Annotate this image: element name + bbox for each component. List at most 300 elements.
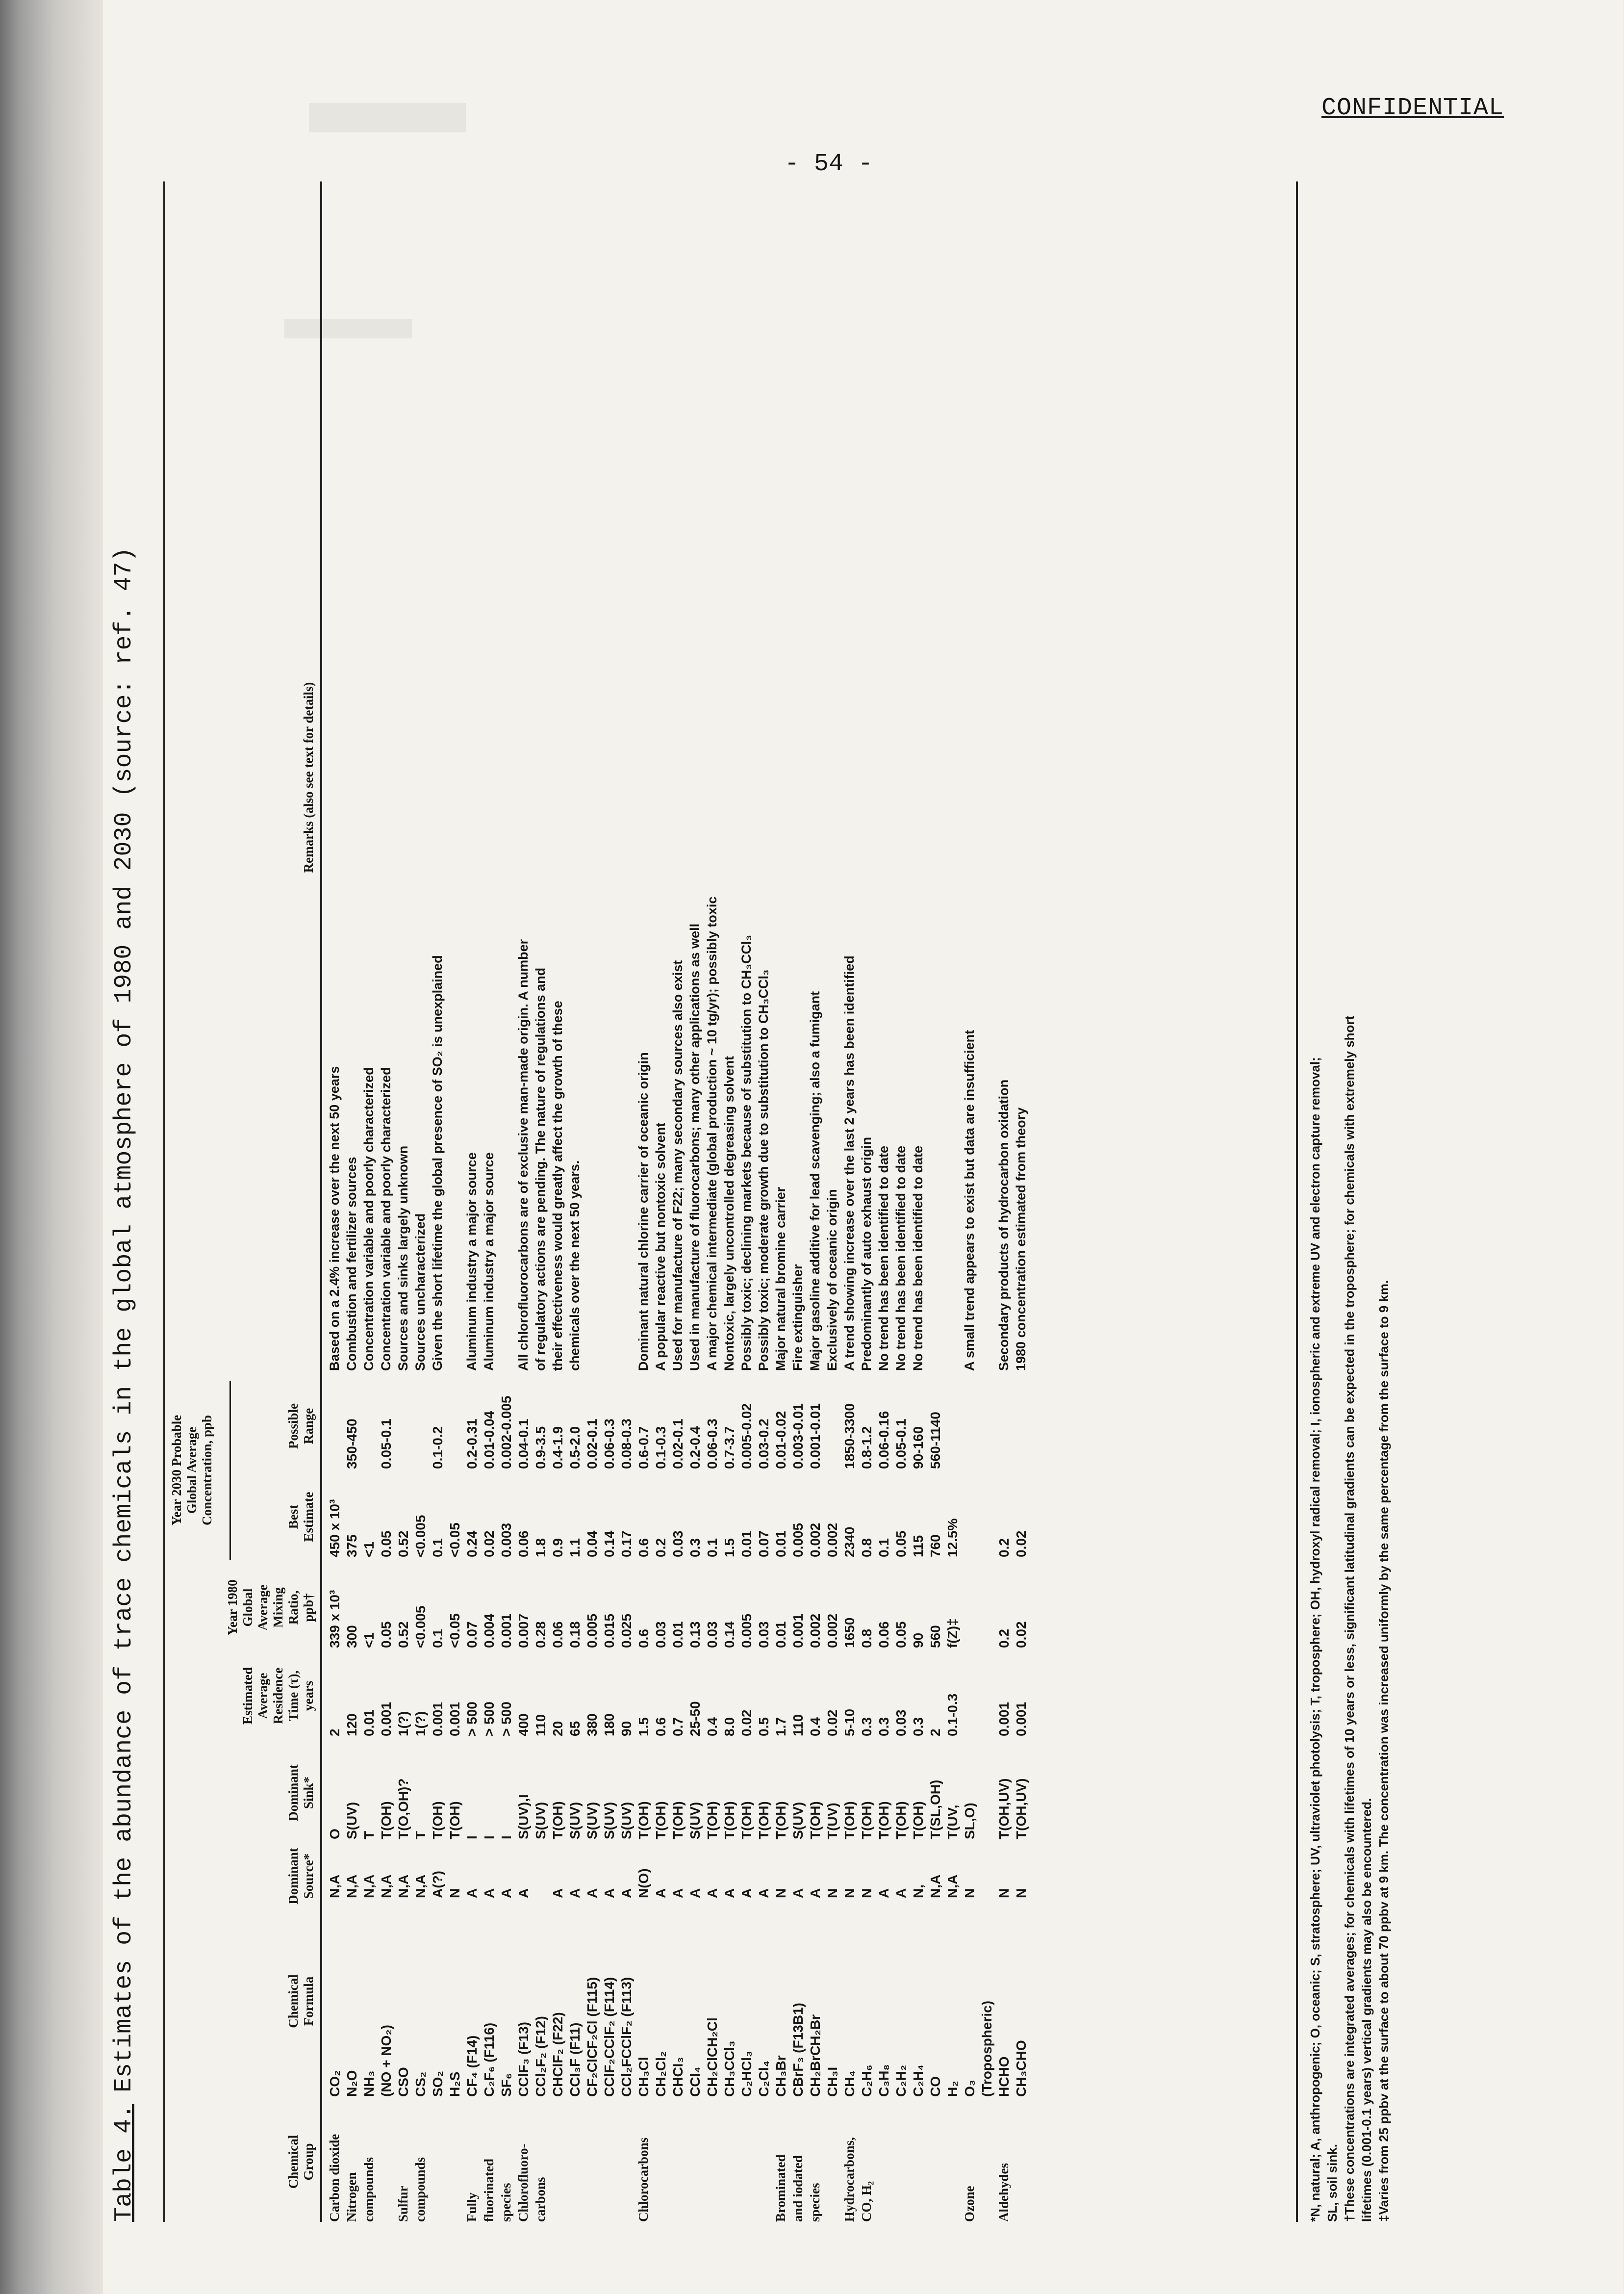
cell-formula: C₂Cl₄ — [756, 2060, 771, 2097]
cell-group: Brominated — [773, 2154, 788, 2222]
cell-source: N — [773, 1888, 788, 1898]
col-header-mixing: Year 1980 Global Average Mixing Ratio, ppb† — [225, 1579, 316, 1636]
table-row — [429, 162, 446, 2222]
cell-mixing-1980: 0.07 — [464, 1621, 480, 1648]
table-row — [841, 162, 858, 2222]
rotated-table-block — [110, 162, 1542, 2222]
cell-residence: > 500 — [482, 1701, 497, 1736]
cell-formula: HCHO — [996, 2056, 1012, 2097]
cell-residence: 90 — [619, 1721, 634, 1736]
cell-range-2030: 0.02-0.1 — [670, 1418, 685, 1469]
cell-best-2030: 0.03 — [670, 1530, 685, 1557]
table-row — [927, 162, 944, 2222]
cell-range-2030 — [395, 1383, 412, 1469]
table-row — [481, 162, 498, 2222]
cell-mixing-1980: 300 — [344, 1625, 359, 1648]
table-row — [738, 162, 755, 2222]
cell-source: A — [602, 1888, 617, 1898]
cell-best-2030: 0.2 — [996, 1538, 1012, 1557]
cell-mixing-1980: 0.001 — [499, 1613, 514, 1648]
cell-mixing-1980: <0.005 — [413, 1605, 428, 1648]
cell-best-2030: 0.6 — [636, 1538, 651, 1557]
cell-remarks: Exclusively of oceanic origin — [825, 1189, 839, 1371]
cell-best-2030: <1 — [361, 1542, 377, 1557]
cell-formula: O₃ — [962, 2080, 977, 2097]
cell-sink: S(UV),I — [516, 1794, 531, 1839]
cell-source: N,A — [379, 1874, 394, 1898]
cell-residence: 1(?) — [413, 1711, 428, 1736]
cell-source: N,A — [361, 1874, 377, 1898]
cell-range-2030 — [824, 1383, 841, 1469]
cell-source — [532, 1849, 549, 1898]
col-header-formula: Chemical Formula — [286, 1974, 316, 2028]
cell-source: N(O) — [636, 1868, 651, 1898]
cell-range-2030: 1850-3300 — [842, 1403, 857, 1469]
table-row — [721, 162, 738, 2222]
table-row — [875, 162, 892, 2222]
cell-range-2030: 350-450 — [344, 1418, 359, 1469]
cell-best-2030: 0.3 — [687, 1538, 703, 1557]
cell-source: N — [962, 1888, 977, 1898]
cell-source: N — [996, 1888, 1012, 1898]
cell-residence: 0.3 — [859, 1717, 874, 1736]
cell-sink: T(OH,UV) — [1014, 1778, 1029, 1839]
table-row — [584, 162, 601, 2222]
table-row — [824, 162, 841, 2222]
cell-formula: N₂O — [344, 2070, 359, 2097]
cell-sink: T(OH,UV) — [996, 1778, 1012, 1839]
table-row — [360, 162, 378, 2222]
cell-range-2030 — [961, 1383, 978, 1469]
cell-best-2030: 0.14 — [602, 1530, 617, 1557]
cell-best-2030: 0.8 — [859, 1538, 874, 1557]
cell-mixing-1980: 0.52 — [396, 1621, 411, 1648]
cell-best-2030 — [961, 1474, 978, 1557]
cell-mixing-1980: 0.28 — [533, 1621, 548, 1648]
cell-mixing-1980: 0.03 — [756, 1621, 771, 1648]
cell-group: carbons — [533, 2177, 548, 2222]
cell-source: A — [705, 1888, 720, 1898]
cell-range-2030: 0.8-1.2 — [859, 1426, 874, 1469]
cell-mixing-1980: 0.13 — [687, 1621, 703, 1648]
table-row — [498, 162, 515, 2222]
table-row — [532, 162, 549, 2222]
cell-residence: 1.5 — [636, 1717, 651, 1736]
cell-group — [944, 2102, 961, 2222]
table-row — [755, 162, 772, 2222]
cell-formula: H₂ — [945, 2081, 960, 2097]
cell-remarks — [446, 174, 463, 1371]
cell-source: A — [808, 1888, 823, 1898]
table-row — [669, 162, 686, 2222]
cell-residence: 0.001 — [379, 1701, 394, 1736]
cell-sink: S(UV) — [619, 1802, 634, 1839]
cell-mixing-1980: 0.03 — [653, 1621, 668, 1648]
table-title: Estimates of the abundance of trace chemicals in the global atmosphere of 1980 and 2030 (source: ref. 47) — [110, 547, 138, 2092]
cell-formula: CH₃Br — [773, 2055, 788, 2097]
cell-sink: S(UV) — [584, 1802, 600, 1839]
cell-remarks: A small trend appears to exist but data are insufficient — [962, 1030, 977, 1371]
cell-source: A — [619, 1888, 634, 1898]
cell-remarks: Sources and sinks largely unknown — [396, 1145, 410, 1371]
cell-range-2030 — [944, 1383, 961, 1469]
cell-mixing-1980: 90 — [911, 1632, 926, 1648]
table-row — [961, 162, 978, 2222]
cell-source: A — [893, 1888, 909, 1898]
cell-formula: CS₂ — [413, 2071, 428, 2097]
cell-source: N — [1014, 1888, 1029, 1898]
cell-sink: T(OH) — [430, 1801, 445, 1839]
cell-range-2030 — [412, 1383, 429, 1469]
cell-residence: 380 — [584, 1713, 600, 1736]
cell-mixing-1980: 0.14 — [722, 1621, 737, 1648]
cell-remarks: Major gasoline additive for lead scavenging; also a fumigant — [808, 991, 822, 1371]
cell-range-2030: 0.6-0.7 — [636, 1426, 651, 1469]
cell-range-2030: 0.1-0.3 — [653, 1426, 668, 1469]
footnotes — [1307, 181, 1393, 2222]
cell-group: Hydrocarbons, — [842, 2137, 857, 2222]
cell-remarks: A trend showing increase over the last 2 years has been identified — [842, 955, 857, 1371]
cell-source: A — [516, 1888, 531, 1898]
cell-residence: 1(?) — [396, 1711, 411, 1736]
cell-residence: 0.001 — [430, 1701, 445, 1736]
cell-best-2030: 0.05 — [893, 1530, 909, 1557]
page-number: - 54 - — [785, 150, 873, 178]
cell-group: and iodated — [790, 2155, 805, 2222]
table-body — [326, 162, 1030, 2222]
cell-residence: > 500 — [464, 1701, 480, 1736]
cell-remarks: Major natural bromine carrier — [773, 1186, 788, 1371]
cell-formula: C₂H₆ — [859, 2064, 874, 2097]
cell-formula: NH₃ — [361, 2070, 377, 2097]
cell-sink: T(OH) — [859, 1801, 874, 1839]
cell-formula: CSO — [396, 2067, 411, 2097]
cell-group: Aldehydes — [996, 2163, 1011, 2222]
cell-mixing-1980: <0.05 — [447, 1613, 462, 1648]
footnote: lifetimes (0.001-0.1 years) vertical gradients may also be encountered. — [1359, 1798, 1374, 2222]
cell-group: Nitrogen — [344, 2172, 359, 2222]
col-header-group: Chemical Group — [286, 2135, 316, 2189]
table-row — [635, 162, 652, 2222]
cell-range-2030: 0.05-0.1 — [379, 1418, 394, 1469]
cell-best-2030: 1.1 — [567, 1538, 583, 1557]
cell-formula: CH₂Cl₂ — [653, 2051, 668, 2097]
cell-mixing-1980: 0.1 — [430, 1629, 445, 1648]
cell-formula: CH₂ClCH₂Cl — [705, 2017, 720, 2097]
cell-source: N,A — [327, 1874, 342, 1898]
table-row — [463, 162, 481, 2222]
cell-sink: T(OH) — [756, 1801, 771, 1839]
cell-best-2030: 0.05 — [379, 1530, 394, 1557]
cell-range-2030 — [326, 1383, 343, 1469]
cell-range-2030: 0.001-0.01 — [808, 1403, 823, 1469]
cell-group — [927, 2102, 944, 2222]
cell-best-2030: 115 — [911, 1535, 926, 1557]
cell-mixing-1980: 0.001 — [790, 1613, 806, 1648]
cell-mixing-1980 — [978, 1565, 995, 1648]
cell-remarks: Secondary products of hydrocarbon oxidation — [996, 1079, 1011, 1371]
cell-source: A — [482, 1888, 497, 1898]
cell-remarks — [584, 174, 601, 1371]
cell-group: Chlorocarbons — [636, 2137, 651, 2222]
cell-formula: CHClF₂ (F22) — [550, 2012, 565, 2097]
cell-best-2030: 0.1 — [876, 1538, 891, 1557]
cell-sink: T(OH) — [739, 1801, 754, 1839]
cell-sink: T(OH) — [379, 1801, 394, 1839]
cell-mixing-1980 — [961, 1565, 978, 1648]
cell-group: Ozone — [962, 2186, 977, 2222]
top-rule — [163, 181, 165, 2222]
cell-source: N — [825, 1888, 840, 1898]
cell-range-2030: 0.2-0.4 — [687, 1426, 703, 1469]
cell-remarks: Nontoxic, largely uncontrolled degreasing solvent — [722, 1056, 736, 1371]
cell-range-2030 — [360, 1383, 378, 1469]
cell-group: fluorinated — [482, 2158, 496, 2222]
cell-mixing-1980: 0.2 — [996, 1629, 1012, 1648]
cell-group — [446, 2102, 463, 2222]
cell-sink: S(UV) — [567, 1802, 583, 1839]
cell-sink: T(OH) — [705, 1801, 720, 1839]
cell-formula: C₂F₆ (F116) — [482, 2022, 497, 2097]
cell-best-2030: 0.02 — [1014, 1530, 1029, 1557]
cell-source: A — [584, 1888, 600, 1898]
cell-mixing-1980: f(Z)‡ — [945, 1618, 960, 1648]
cell-mixing-1980: 0.18 — [567, 1621, 583, 1648]
cell-group — [584, 2102, 601, 2222]
cell-remarks: All chlorofluorocarbons are of exclusive man-made origin. A number — [516, 939, 531, 1371]
cell-remarks: No trend has been identified to date — [893, 1145, 908, 1371]
table-row — [1013, 162, 1030, 2222]
cell-remarks: Predominantly of auto exhaust origin — [859, 1136, 874, 1371]
cell-formula: H₂S — [447, 2071, 462, 2097]
cell-best-2030: 760 — [928, 1534, 943, 1557]
cell-remarks: their effectiveness would greatly affect the growth of these — [550, 1001, 565, 1371]
cell-group — [429, 2102, 446, 2222]
col-header-residence: Estimated Average Residence Time (τ), years — [240, 1667, 316, 1725]
cell-remarks: Aluminum industry a major source — [464, 1152, 479, 1371]
table-row — [686, 162, 704, 2222]
cell-formula: CH₃Cl — [636, 2057, 651, 2097]
cell-remarks — [601, 174, 618, 1371]
table-row — [549, 162, 566, 2222]
header-rule — [320, 181, 322, 2222]
cell-residence: 0.6 — [653, 1717, 668, 1736]
cell-residence: 0.4 — [808, 1717, 823, 1736]
cell-mixing-1980: 0.007 — [516, 1613, 531, 1648]
cell-range-2030: 0.01-0.02 — [773, 1411, 788, 1469]
table-row — [789, 162, 807, 2222]
cell-best-2030: 0.01 — [739, 1530, 754, 1557]
cell-remarks — [618, 174, 635, 1371]
cell-residence: 25-50 — [687, 1701, 703, 1736]
cell-formula: CCl₄ — [687, 2066, 703, 2097]
confidential-marking: CONFIDENTIAL — [1321, 94, 1504, 122]
cell-formula: CClF₃ (F13) — [516, 2022, 531, 2097]
table-row — [978, 162, 995, 2222]
cell-group: species — [499, 2183, 513, 2222]
cell-mixing-1980: 0.05 — [379, 1621, 394, 1648]
cell-remarks — [927, 174, 944, 1371]
table-row — [343, 162, 360, 2222]
cell-range-2030: 0.003-0.01 — [790, 1403, 806, 1469]
table-row — [995, 162, 1013, 2222]
cell-source: N,A — [396, 1874, 411, 1898]
table-label: Table 4. — [110, 2104, 138, 2222]
cell-group: compounds — [361, 2157, 376, 2222]
cell-group: Chlorofluoro- — [516, 2143, 531, 2222]
cell-source: A — [722, 1888, 737, 1898]
cell-range-2030 — [978, 1383, 995, 1469]
cell-mixing-1980: 0.002 — [825, 1613, 840, 1648]
cell-residence: 0.01 — [361, 1709, 377, 1736]
cell-best-2030: 0.9 — [550, 1538, 565, 1557]
cell-group — [704, 2102, 721, 2222]
cell-range-2030 — [446, 1383, 463, 1469]
cell-range-2030 — [1013, 1383, 1030, 1469]
cell-group — [618, 2102, 635, 2222]
table-header — [169, 162, 316, 2222]
cell-mixing-1980: 1650 — [842, 1617, 857, 1648]
cell-range-2030: 0.7-3.7 — [722, 1426, 737, 1469]
table-row — [446, 162, 463, 2222]
cell-sink: I — [499, 1835, 514, 1839]
cell-mixing-1980: 0.002 — [808, 1613, 823, 1648]
table-row — [704, 162, 721, 2222]
cell-group: species — [808, 2183, 822, 2222]
cell-residence: 1.7 — [773, 1717, 788, 1736]
cell-sink: T(OH) — [773, 1801, 788, 1839]
cell-remarks: Used in manufacture of fluorocarbons; many other applications as well — [687, 923, 702, 1371]
cell-formula: CH₃CCl₃ — [722, 2040, 737, 2097]
cell-best-2030: 0.002 — [808, 1522, 823, 1557]
cell-formula: SO₂ — [430, 2071, 445, 2097]
cell-remarks: Aluminum industry a major source — [482, 1152, 496, 1371]
cell-source: N, — [911, 1884, 926, 1898]
cell-formula: C₂HCl₃ — [739, 2051, 754, 2097]
cell-formula: CF₂ClCF₂Cl (F115) — [584, 1977, 600, 2097]
footnote: *N, natural; A, anthropogenic; O, oceanic; S, stratosphere; UV, ultraviolet photolysis; T, troposphere; OH, hydroxyl radical removal; I, ionospheric and extreme UV and electron capture removal; — [1308, 1057, 1322, 2222]
cell-best-2030: 1.8 — [533, 1538, 548, 1557]
cell-best-2030: 450 x 10³ — [327, 1499, 342, 1557]
cell-group: Fully — [464, 2192, 479, 2222]
cell-group: CO, H₂ — [859, 2181, 874, 2222]
cell-mixing-1980: 0.02 — [1014, 1621, 1029, 1648]
cell-residence: 0.5 — [756, 1717, 771, 1736]
cell-range-2030: 0.05-0.1 — [893, 1418, 909, 1469]
cell-group — [686, 2102, 704, 2222]
cell-source: A — [756, 1888, 771, 1898]
cell-sink: T — [413, 1830, 428, 1839]
cell-mixing-1980: 0.015 — [602, 1613, 617, 1648]
cell-best-2030: 0.003 — [499, 1522, 514, 1557]
col-header-sink: Dominant Sink* — [286, 1764, 316, 1821]
cell-source: N,A — [344, 1874, 359, 1898]
cell-best-2030: <0.05 — [447, 1522, 462, 1557]
cell-mixing-1980: 0.05 — [893, 1621, 909, 1648]
cell-best-2030: 0.02 — [482, 1530, 497, 1557]
cell-range-2030: 560-1140 — [928, 1412, 943, 1469]
cell-formula: CF₄ (F14) — [464, 2035, 480, 2097]
cell-residence: 0.001 — [1014, 1701, 1029, 1736]
cell-formula: CBrF₃ (F13B1) — [790, 2003, 806, 2097]
cell-range-2030: 0.04-0.1 — [516, 1418, 531, 1469]
cell-range-2030: 0.5-2.0 — [567, 1426, 583, 1469]
cell-source: A — [739, 1888, 754, 1898]
cell-range-2030: 0.9-3.5 — [533, 1426, 548, 1469]
cell-group — [824, 2102, 841, 2222]
cell-mixing-1980: 0.005 — [584, 1613, 600, 1648]
cell-formula: CH₃I — [825, 2066, 840, 2097]
cell-group: Sulfur — [396, 2186, 410, 2222]
cell-best-2030: 0.01 — [773, 1530, 788, 1557]
cell-remarks: Possibly toxic; declining markets because of substitution to CH₃CCl₃ — [739, 934, 754, 1371]
cell-sink: T(UV, — [945, 1804, 960, 1839]
cell-remarks — [978, 174, 995, 1371]
table-row — [566, 162, 584, 2222]
cell-mixing-1980: 0.01 — [773, 1621, 788, 1648]
cell-sink: S(UV) — [790, 1802, 806, 1839]
cell-formula: CCl₂F₂ (F12) — [533, 2016, 548, 2097]
cell-mixing-1980: 0.005 — [739, 1613, 754, 1648]
cell-best-2030: 1.5 — [722, 1538, 737, 1557]
cell-remarks: Given the short lifetime the global presence of SO₂ is unexplained — [430, 955, 445, 1371]
cell-group — [1013, 2102, 1030, 2222]
cell-sink: T(OH) — [636, 1801, 651, 1839]
cell-group — [892, 2102, 910, 2222]
cell-source: A — [464, 1888, 480, 1898]
col-header-best: Best Estimate — [286, 1492, 316, 1542]
cell-residence: 0.02 — [739, 1709, 754, 1736]
cell-range-2030: 0.1-0.2 — [430, 1426, 445, 1469]
cell-sink: T(O,OH)? — [396, 1778, 411, 1839]
cell-best-2030: 0.06 — [516, 1530, 531, 1557]
cell-remarks: No trend has been identified to date — [876, 1145, 891, 1371]
cell-residence: 0.3 — [876, 1717, 891, 1736]
cell-range-2030: 0.06-0.3 — [705, 1418, 720, 1469]
cell-residence: 20 — [550, 1721, 565, 1736]
cell-best-2030: 12.5% — [945, 1518, 960, 1557]
cell-source: N,A — [945, 1874, 960, 1898]
bleed-through-smudge — [309, 103, 466, 132]
table-row — [858, 162, 875, 2222]
cell-residence: 0.001 — [996, 1701, 1012, 1736]
cell-range-2030: 0.03-0.2 — [756, 1418, 771, 1469]
cell-range-2030: 0.01-0.04 — [482, 1411, 497, 1469]
cell-sink: T(OH) — [447, 1801, 462, 1839]
table-row — [652, 162, 669, 2222]
cell-remarks: Dominant natural chlorine carrier of oceanic origin — [636, 1052, 651, 1371]
cell-remarks — [944, 174, 961, 1371]
cell-source: A — [499, 1888, 514, 1898]
cell-residence: 0.02 — [825, 1709, 840, 1736]
cell-source: N — [859, 1888, 874, 1898]
cell-residence: 65 — [567, 1721, 583, 1736]
cell-source: A — [567, 1888, 583, 1898]
cell-source: A — [790, 1888, 806, 1898]
cell-sink: S(UV) — [602, 1802, 617, 1839]
cell-sink: T(OH) — [550, 1801, 565, 1839]
cell-group — [549, 2102, 566, 2222]
table-row — [910, 162, 927, 2222]
cell-mixing-1980: 339 x 10³ — [327, 1590, 342, 1648]
cell-mixing-1980: 0.06 — [550, 1621, 565, 1648]
cell-remarks: Possibly toxic; moderate growth due to substitution to CH₃CCl₃ — [756, 969, 771, 1371]
cell-source: N,A — [928, 1874, 943, 1898]
cell-formula: C₂H₄ — [911, 2064, 926, 2097]
cell-sink: T(UV) — [825, 1803, 840, 1839]
bottom-rule — [1296, 181, 1298, 2222]
cell-sink — [978, 1741, 995, 1839]
